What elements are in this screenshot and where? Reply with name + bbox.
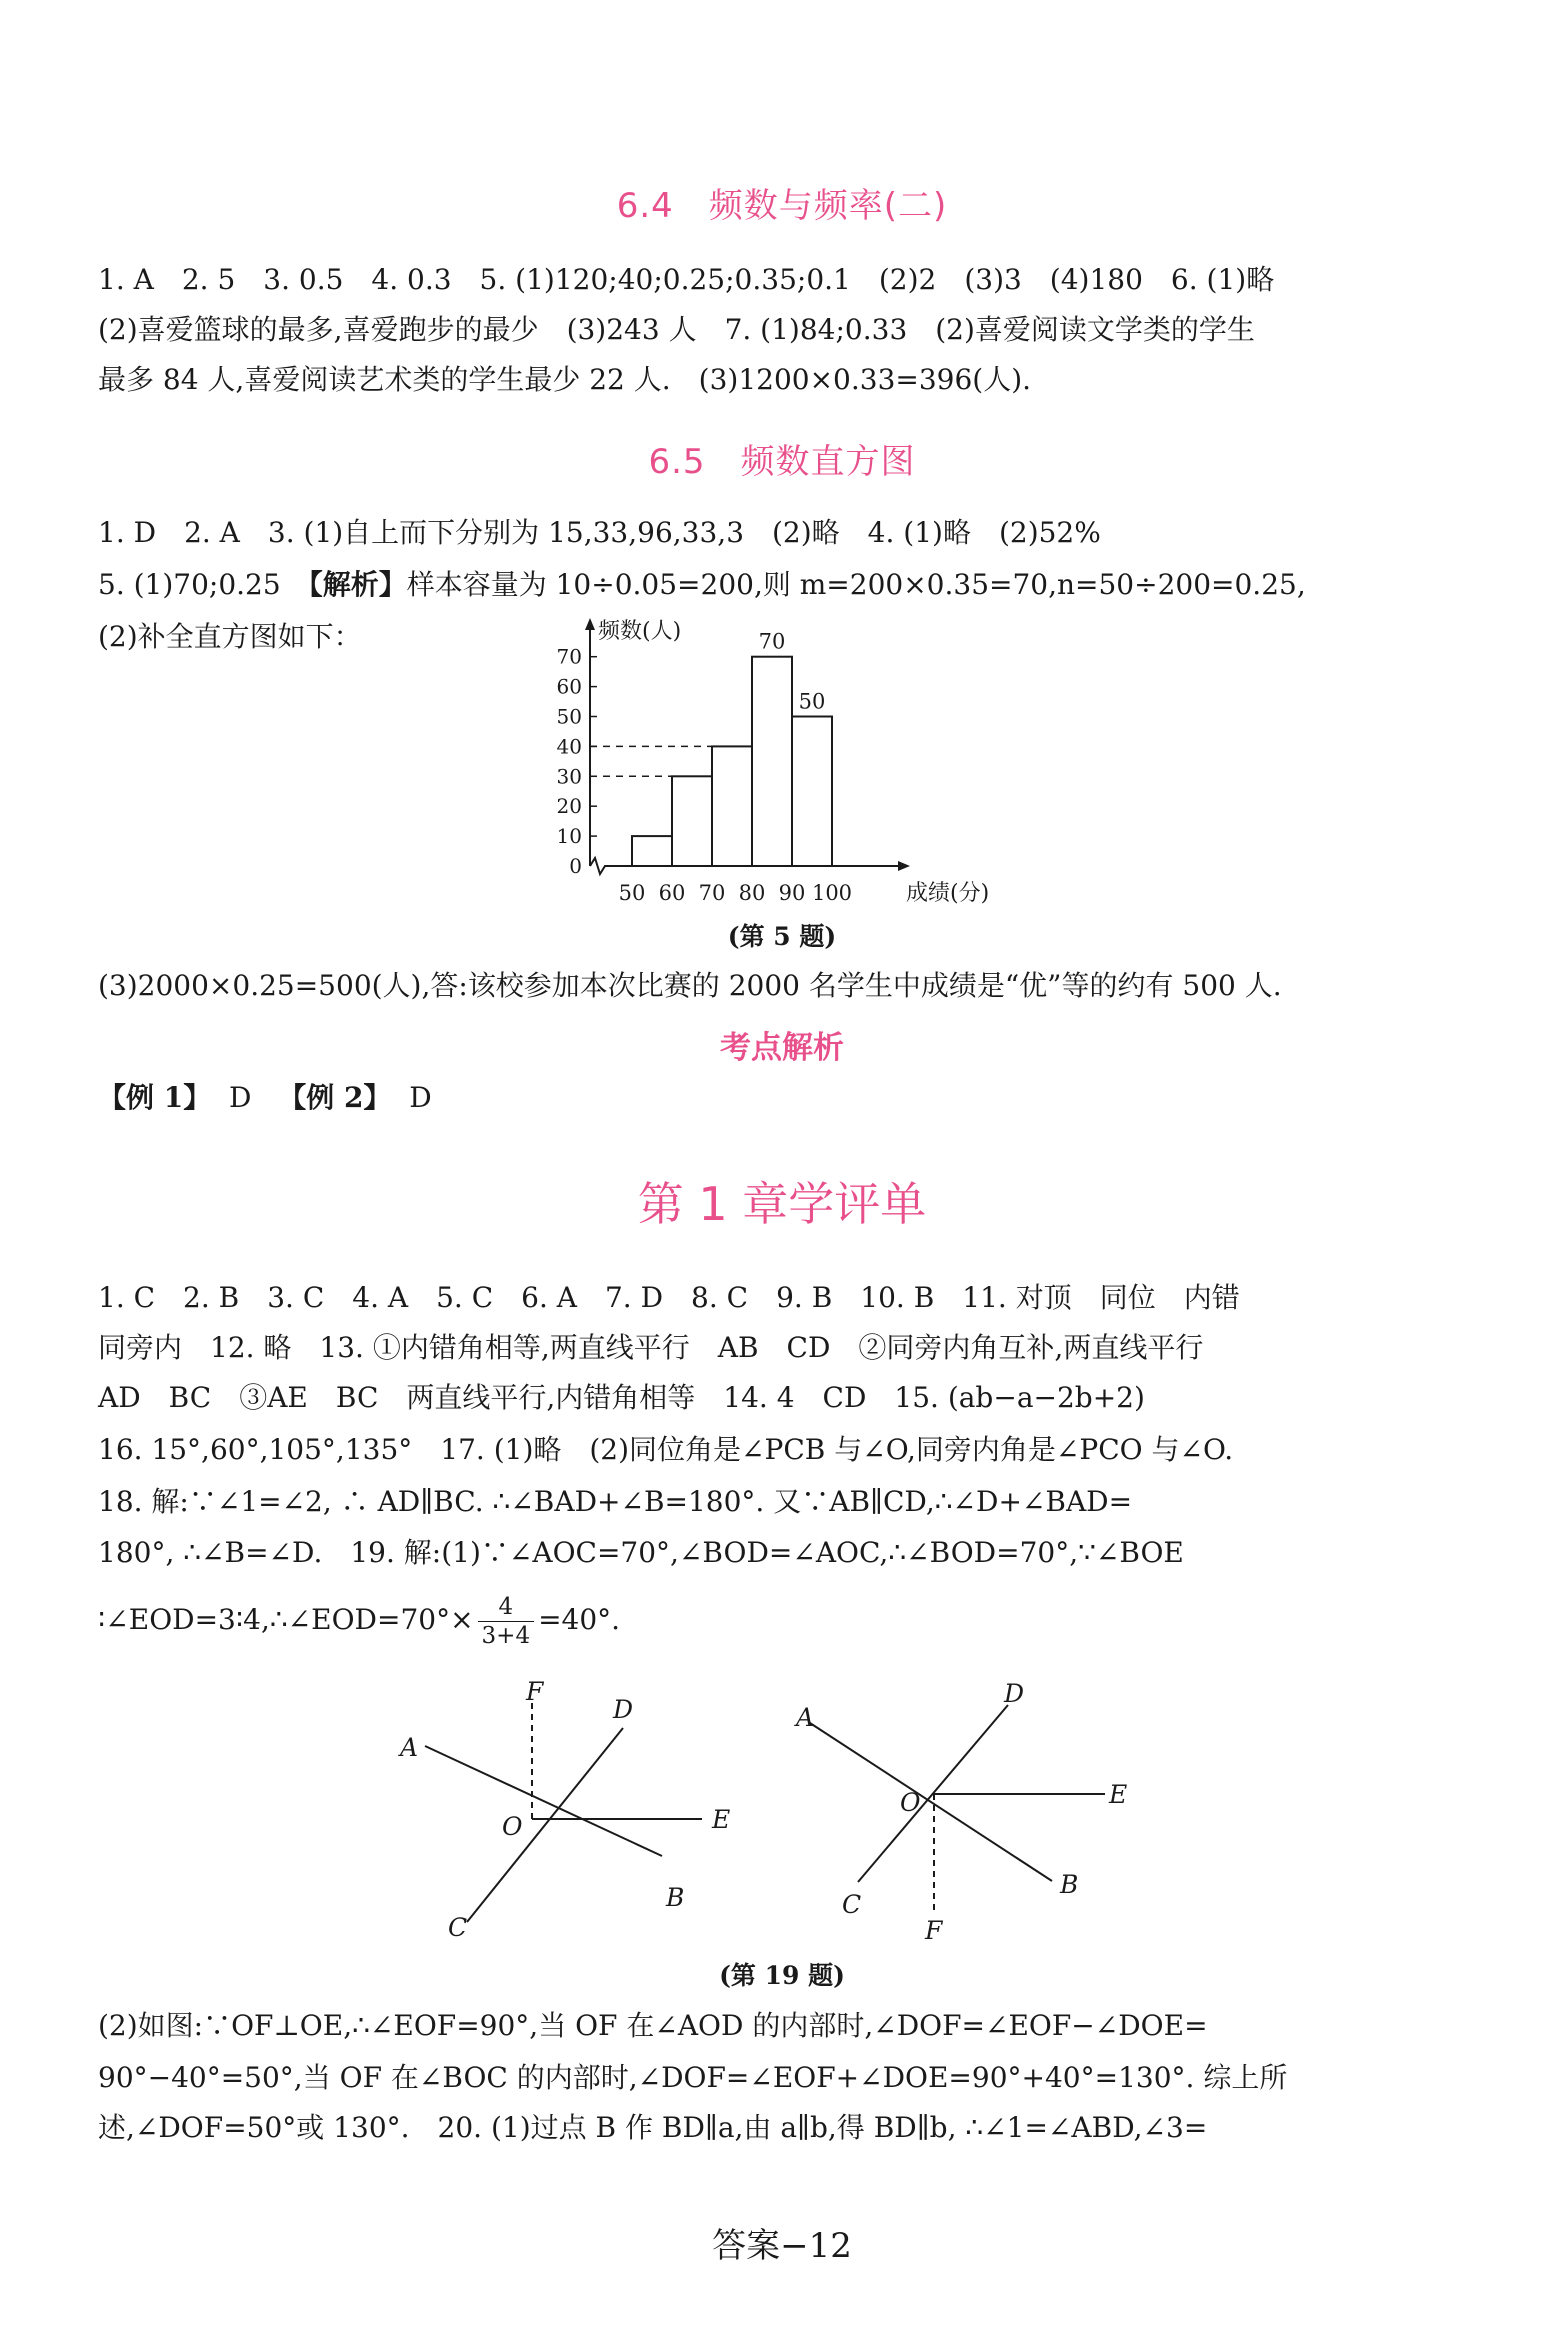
example-label: 【例 2】: [278, 1081, 392, 1114]
kaodian-title: 考点解析: [720, 1030, 844, 1066]
section-title-6-5: 6.5 频数直方图: [648, 442, 916, 482]
label-e: E: [1109, 1780, 1128, 1809]
y-tick-label: 70: [556, 644, 582, 669]
answer-text: =40°.: [538, 1603, 621, 1636]
answer-line: 同旁内 12. 略 13. ①内错角相等,两直线平行 AB CD ②同旁内角互补,两直线平行: [98, 1331, 1204, 1364]
answer-line: 90°−40°=50°,当 OF 在∠BOC 的内部时,∠DOF=∠EOF+∠DOE=90°+40°=130°. 综上所: [98, 2061, 1288, 2094]
x-axis-label: 成绩(分): [906, 881, 990, 906]
answer-line: [98, 567, 1478, 603]
bar-value-label: 70: [758, 629, 786, 654]
y-axis-arrow: [585, 618, 595, 630]
y-axis-label: 频数(人): [598, 619, 682, 644]
histogram-bar: [752, 657, 792, 866]
label-a: A: [400, 1733, 419, 1762]
answer-line: (2)补全直方图如下：: [98, 620, 362, 653]
label-f: F: [925, 1916, 943, 1945]
answer-line: (2)如图:∵OF⊥OE,∴∠EOF=90°,当 OF 在∠AOD 的内部时,∠DOF=∠EOF−∠DOE=: [98, 2009, 1208, 2042]
label-f: F: [526, 1677, 544, 1706]
histogram-bar: [672, 776, 712, 866]
bar-value-label: 50: [798, 689, 826, 714]
line-ab: [810, 1723, 1052, 1881]
label-a: A: [796, 1703, 815, 1732]
answer-line: (3)2000×0.25=500(人),答:该校参加本次比赛的 2000 名学生中成绩是“优”等的约有 500 人.: [98, 969, 1282, 1002]
histogram-chart: [540, 608, 990, 908]
answer-line: (2)喜爱篮球的最多,喜爱跑步的最少 (3)243 人 7. (1)84;0.33 (2)喜爱阅读文学类的学生: [98, 313, 1255, 346]
x-tick-label: 70: [698, 881, 726, 905]
answer-line: AD BC ③AE BC 两直线平行,内错角相等 14. 4 CD 15. (ab−a−2b+2): [98, 1381, 1145, 1414]
answer-line: 1. D 2. A 3. (1)自上而下分别为 15,33,96,33,3 (2)略 4. (1)略 (2)52%: [98, 516, 1101, 549]
line-cd: [467, 1728, 623, 1922]
label-c: C: [448, 1913, 468, 1942]
answer-line: 述,∠DOF=50°或 130°. 20. (1)过点 B 作 BD∥a,由 a∥b,得 BD∥b, ∴∠1=∠ABD,∠3=: [98, 2111, 1208, 2144]
x-tick-label: 60: [658, 881, 686, 905]
section-title-6-4: 6.4 频数与频率(二): [616, 186, 948, 226]
example-answer: D: [409, 1081, 432, 1114]
answer-text: ∶∠EOD=3∶4,∴∠EOD=70°×: [98, 1603, 474, 1636]
y-tick-label: 0: [569, 854, 582, 878]
x-tick-label: 50: [618, 881, 646, 905]
answer-line: 18. 解:∵∠1=∠2, ∴ AD∥BC. ∴∠BAD+∠B=180°. 又∵AB∥CD,∴∠D+∠BAD=: [98, 1485, 1133, 1518]
chart-caption: (第 5 题): [727, 922, 837, 951]
chapter-title: 第 1 章学评单: [637, 1177, 927, 1231]
page-number: 答案−12: [712, 2226, 852, 2266]
figure-19-left: [425, 1700, 702, 1922]
label-o: O: [502, 1812, 523, 1841]
y-tick-label: 30: [556, 764, 582, 789]
label-d: D: [1004, 1679, 1025, 1708]
example-answers: [98, 1080, 1478, 1116]
histogram-bar: [632, 836, 672, 866]
y-tick-label: 40: [556, 734, 582, 759]
answer-line: 最多 84 人,喜爱阅读艺术类的学生最少 22 人. (3)1200×0.33=396(人).: [98, 363, 1032, 396]
x-axis-arrow: [898, 861, 910, 871]
figure-caption: (第 19 题): [719, 1961, 845, 1990]
analysis-tag: 【解析】: [308, 568, 407, 601]
example-label: 【例 1】: [98, 1081, 212, 1114]
x-tick-label: 90: [778, 881, 806, 905]
example-answer: D: [229, 1081, 252, 1114]
label-c: C: [842, 1890, 862, 1919]
answer-line: 1. A 2. 5 3. 0.5 4. 0.3 5. (1)120;40;0.25;0.35;0.1 (2)2 (3)3 (4)180 6. (1)略: [98, 263, 1275, 296]
answer-line: [98, 1588, 1478, 1652]
label-o: O: [900, 1788, 921, 1817]
figure-19: [380, 1668, 1160, 1948]
y-tick-label: 10: [556, 824, 582, 849]
label-b: B: [1060, 1870, 1079, 1899]
x-tick-label: 80: [738, 881, 766, 905]
answer-text: 5. (1)70;0.25: [98, 568, 309, 601]
answer-line: 180°, ∴∠B=∠D. 19. 解:(1)∵∠AOC=70°,∠BOD=∠AOC,∴∠BOD=70°,∵∠BOE: [98, 1536, 1184, 1569]
y-tick-label: 50: [556, 704, 582, 729]
label-e: E: [712, 1805, 731, 1834]
histogram-bar: [792, 717, 832, 867]
y-tick-label: 20: [556, 794, 582, 819]
histogram-bar: [712, 746, 752, 866]
label-b: B: [666, 1883, 685, 1912]
x-tick-label: 100: [811, 881, 853, 905]
line-ab: [425, 1746, 662, 1856]
label-d: D: [613, 1695, 634, 1724]
fraction: $\frac{4}{3+4}$: [478, 1593, 535, 1650]
answer-line: 16. 15°,60°,105°,135° 17. (1)略 (2)同位角是∠PCB 与∠O,同旁内角是∠PCO 与∠O.: [98, 1433, 1234, 1466]
answer-line: 1. C 2. B 3. C 4. A 5. C 6. A 7. D 8. C 9. B 10. B 11. 对顶 同位 内错: [98, 1281, 1240, 1314]
y-tick-label: 60: [556, 674, 582, 699]
answer-text: 样本容量为 10÷0.05=200,则 m=200×0.35=70,n=50÷200=0.25,: [406, 568, 1306, 601]
